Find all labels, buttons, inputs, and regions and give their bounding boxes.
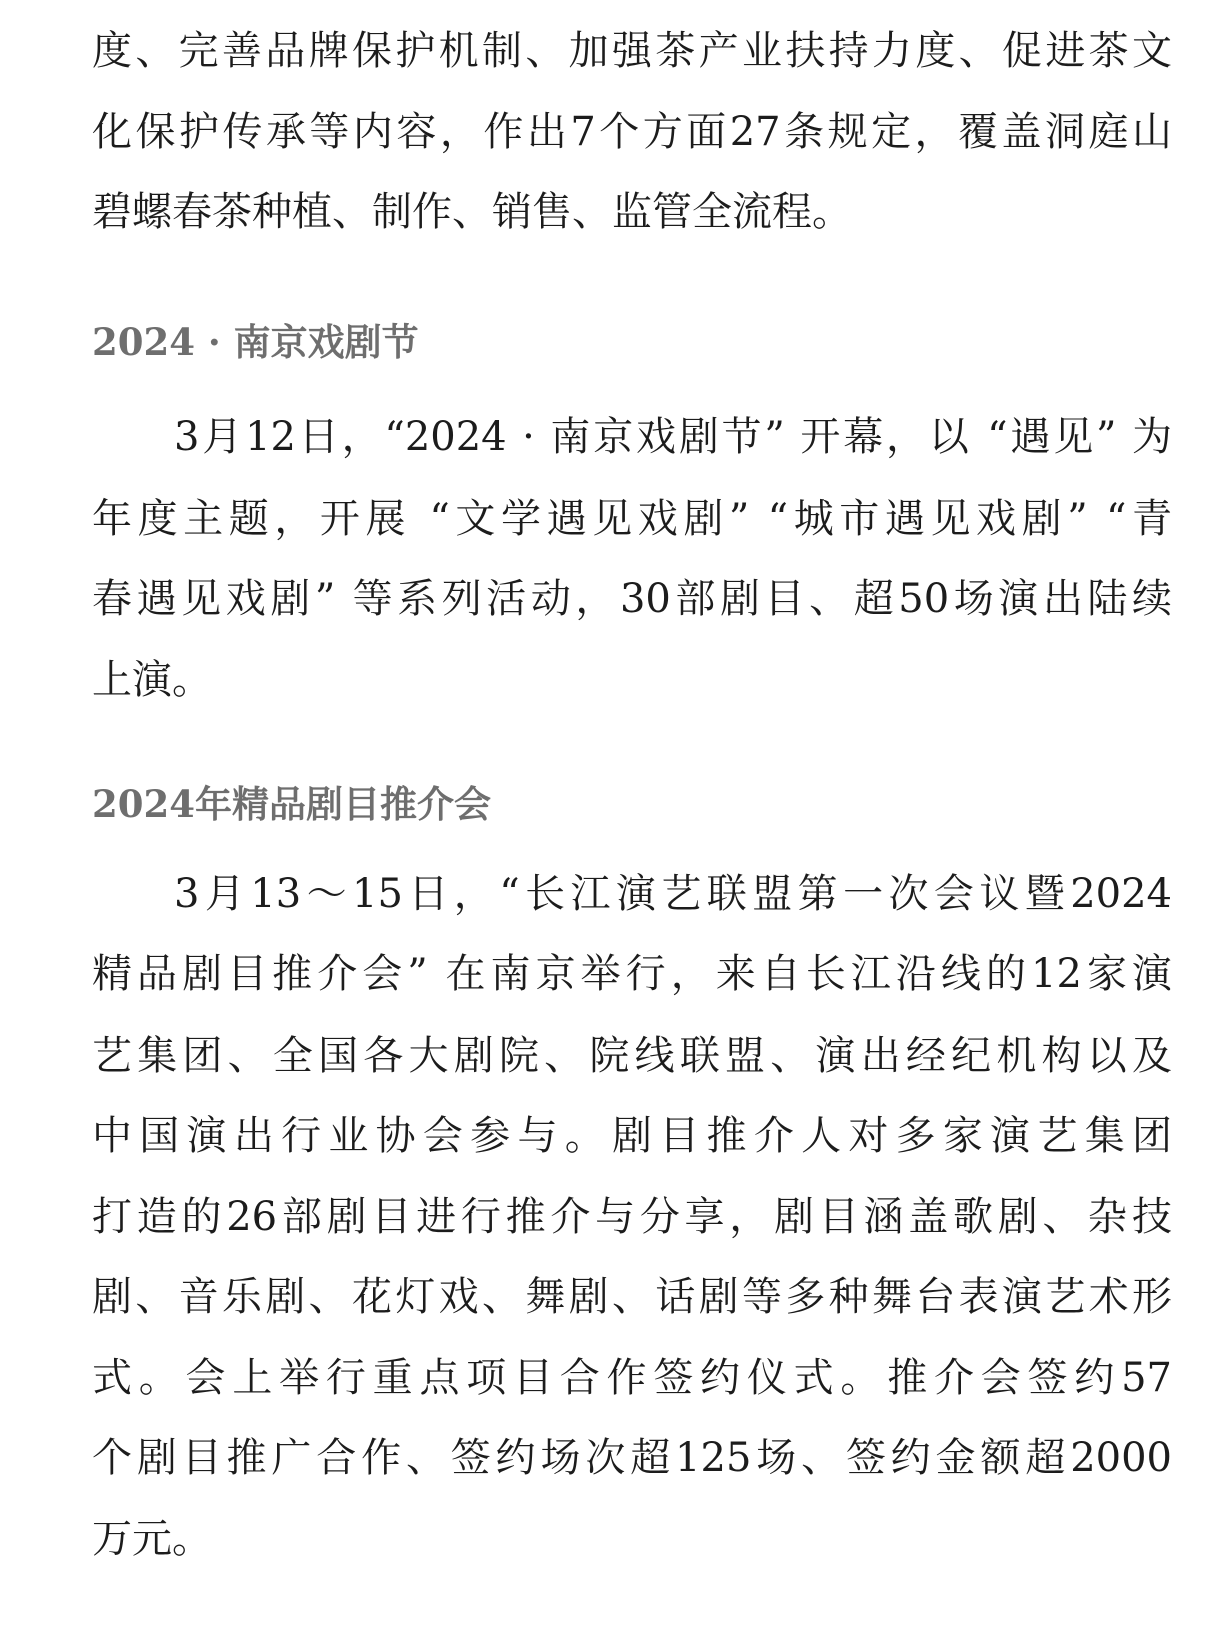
section2-line-4: 中国演出行业协会参与。剧目推介人对多家演艺集团 — [92, 1113, 1172, 1159]
intro-line-2: 化保护传承等内容，作出7个方面27条规定，覆盖洞庭山 — [92, 109, 1172, 155]
section2-line-9: 万元。 — [92, 1516, 212, 1562]
section-heading-repertoire-promotion: 2024年精品剧目推介会 — [92, 782, 491, 826]
intro-line-3: 碧螺春茶种植、制作、销售、监管全流程。 — [92, 189, 852, 235]
section2-line-6: 剧、音乐剧、花灯戏、舞剧、话剧等多种舞台表演艺术形 — [92, 1274, 1172, 1320]
section2-line-3: 艺集团、全国各大剧院、院线联盟、演出经纪机构以及 — [92, 1033, 1172, 1079]
section2-line-7: 式。会上举行重点项目合作签约仪式。推介会签约57 — [92, 1355, 1172, 1401]
section-heading-nanjing-drama-festival: 2024 · 南京戏剧节 — [92, 320, 419, 364]
section2-line-1: 3月13～15日，“长江演艺联盟第一次会议暨2024 — [174, 871, 1172, 917]
section1-line-2: 年度主题，开展 “文学遇见戏剧” “城市遇见戏剧” “青 — [92, 496, 1172, 542]
section1-line-3: 春遇见戏剧” 等系列活动，30部剧目、超50场演出陆续 — [92, 576, 1172, 622]
section1-line-1: 3月12日，“2024 · 南京戏剧节” 开幕，以 “遇见” 为 — [174, 414, 1172, 460]
section2-line-2: 精品剧目推介会” 在南京举行，来自长江沿线的12家演 — [92, 951, 1172, 997]
intro-line-1: 度、完善品牌保护机制、加强茶产业扶持力度、促进茶文 — [92, 28, 1172, 74]
section2-line-5: 打造的26部剧目进行推介与分享，剧目涵盖歌剧、杂技 — [92, 1194, 1172, 1240]
section2-line-8: 个剧目推广合作、签约场次超125场、签约金额超2000 — [92, 1435, 1172, 1481]
section1-line-4: 上演。 — [92, 657, 212, 703]
